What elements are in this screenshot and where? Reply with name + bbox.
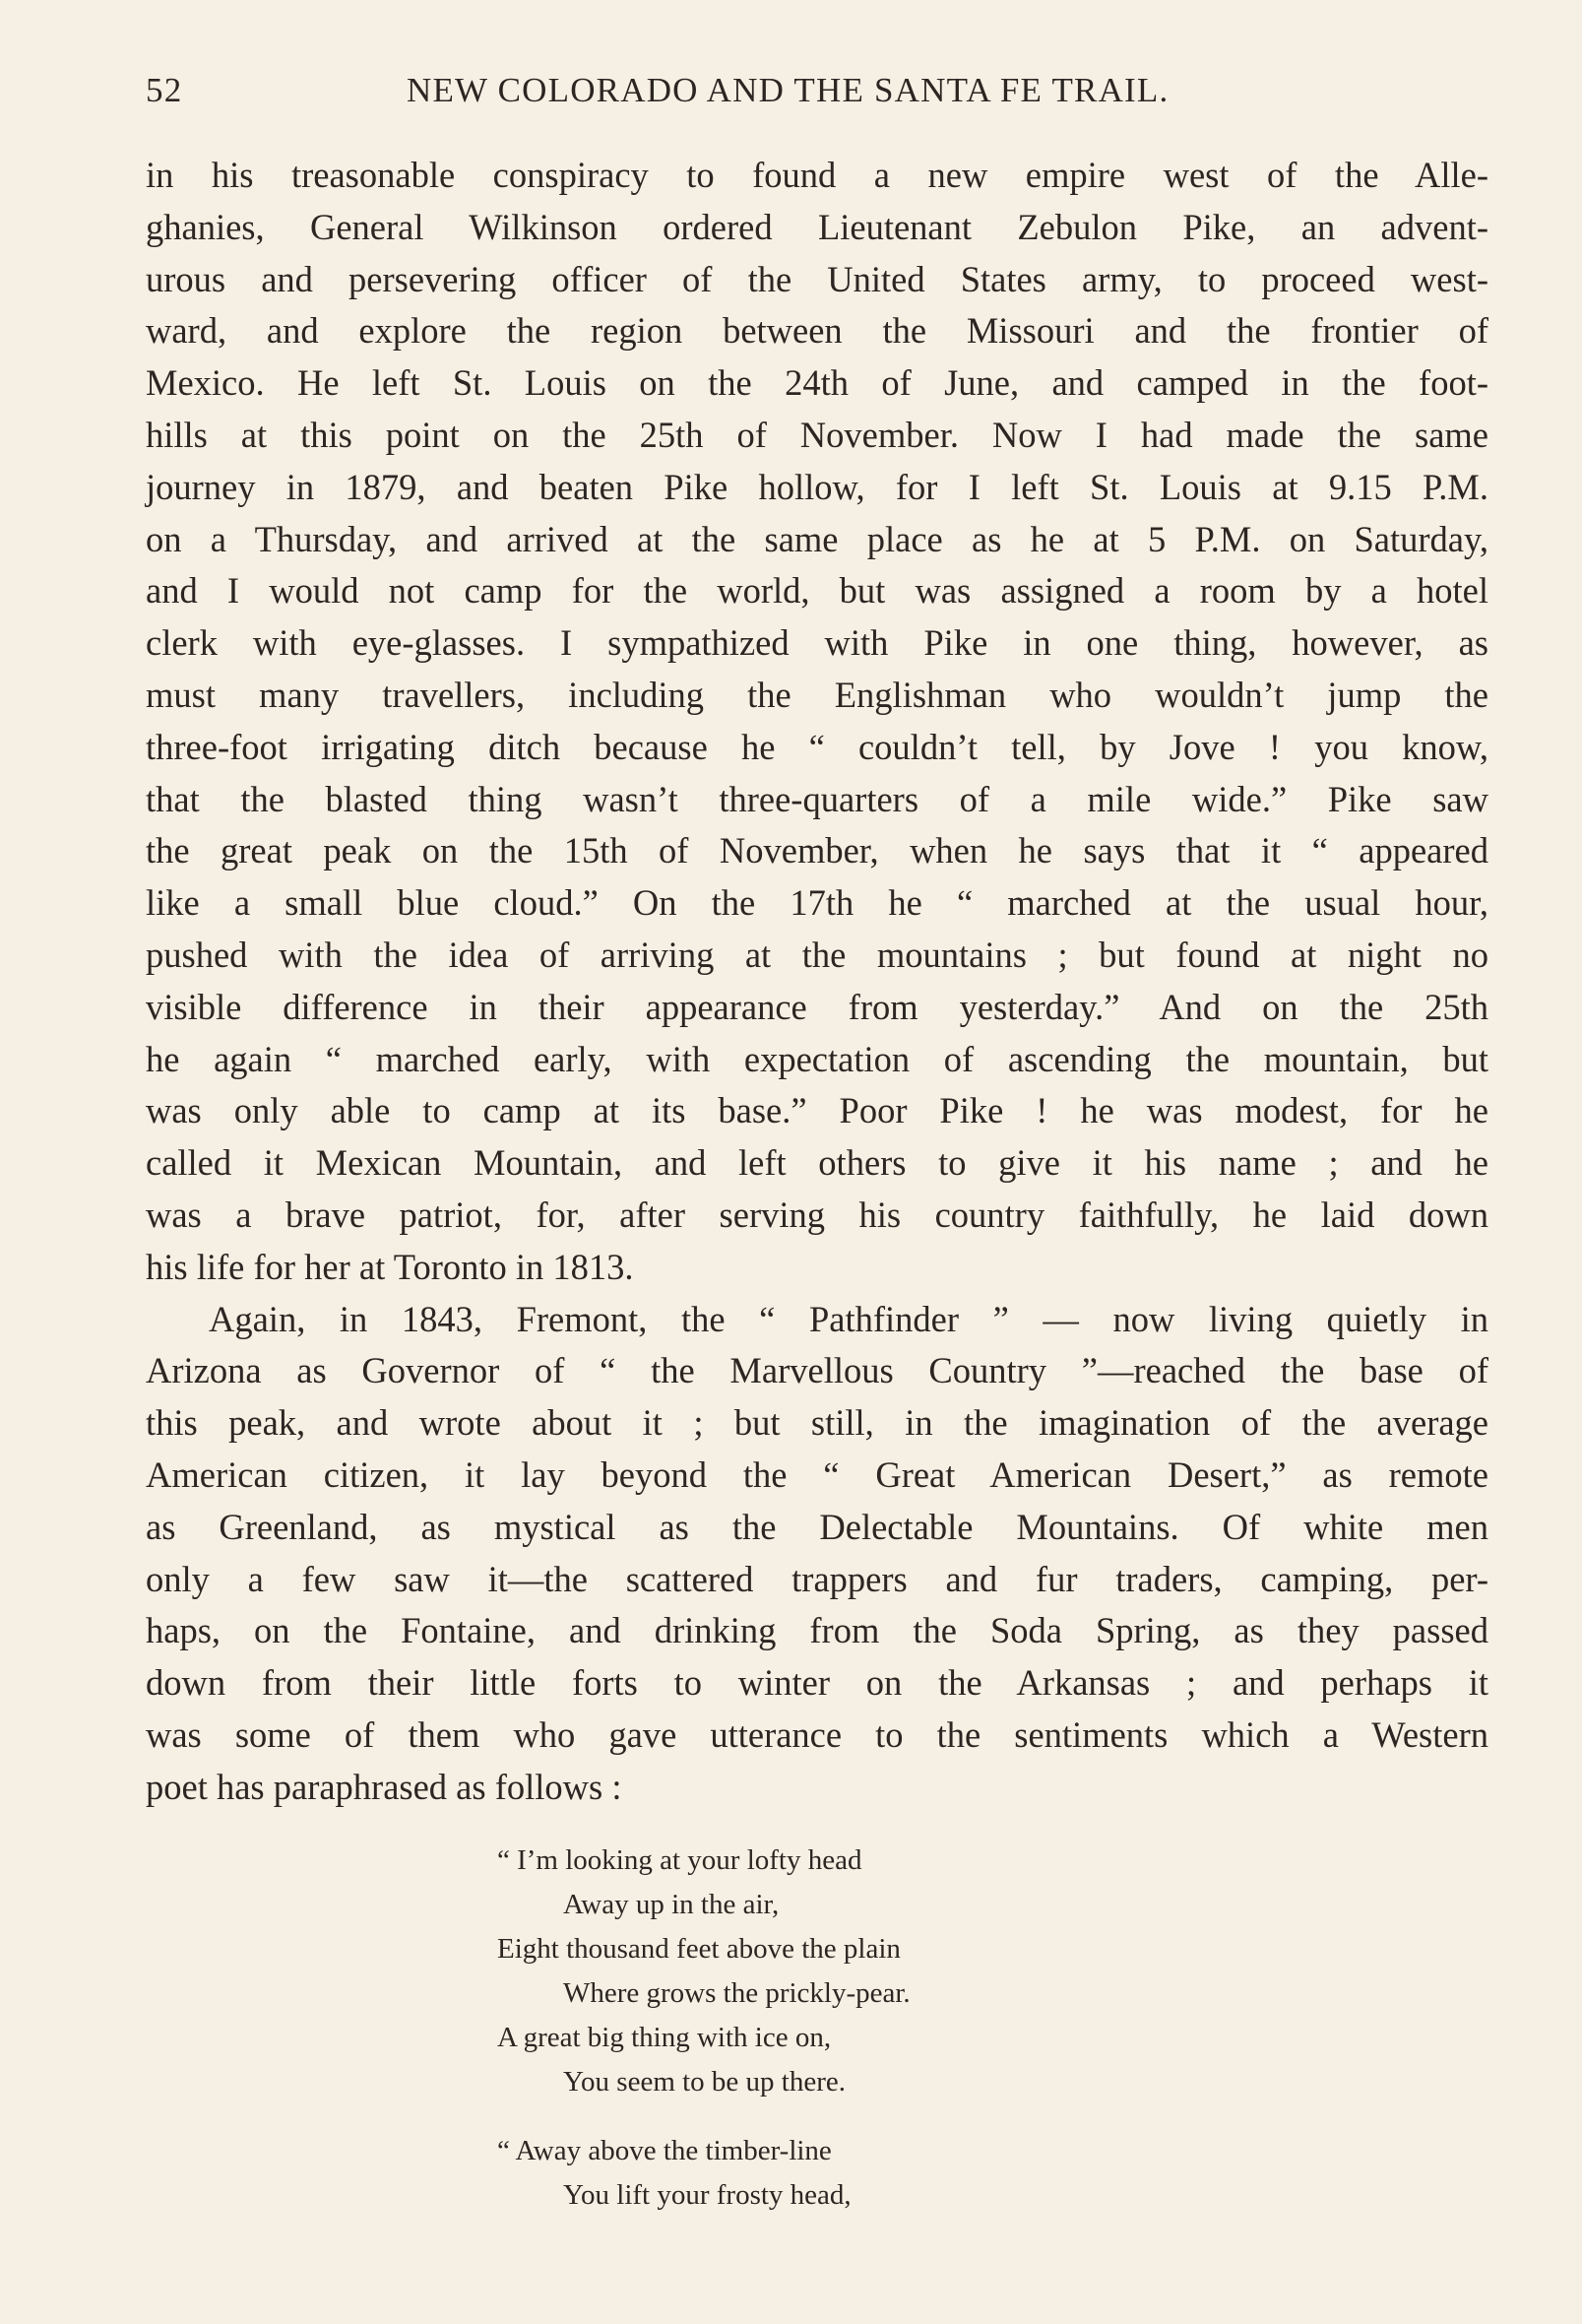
text-line: as Greenland, as mystical as the Delectable Mountains. Of white men [146,1506,1488,1547]
poem-line: “ Away above the timber-line [497,2135,832,2166]
page-number: 52 [146,71,183,109]
text-line: in his treasonable conspiracy to found a new empire west of the Alle- [146,155,1488,195]
text-line: was a brave patriot, for, after serving his country faithfully, he laid down [146,1194,1488,1235]
text-line: the great peak on the 15th of November, when he says that it “ appeared [146,830,1488,872]
text-line: poet has paraphrased as follows : [146,1766,622,1807]
running-head [146,71,1238,120]
text-line: was some of them who gave utterance to the sentiments which a Western [146,1713,1488,1755]
text-line: haps, on the Fontaine, and drinking from the Soda Spring, as they passed [146,1610,1488,1651]
running-title: NEW COLORADO AND THE SANTA FE TRAIL. [407,71,1170,109]
poem-line: A great big thing with ice on, [497,2022,832,2053]
text-line: urous and persevering officer of the United States army, to proceed west- [146,258,1488,299]
poem-line: Where grows the prickly-pear. [563,1977,911,2009]
text-line: American citizen, it lay beyond the “ Great American Desert,” as remote [146,1453,1488,1495]
text-line: like a small blue cloud.” On the 17th he “ marched at the usual hour, [146,882,1488,924]
poem-line: Away up in the air, [563,1889,780,1920]
text-line: three-foot irrigating ditch because he “ couldn’t tell, by Jove ! you know, [146,726,1488,767]
text-line: was only able to camp at its base.” Poor Pike ! he was modest, for he [146,1090,1488,1131]
poem-line: You lift your frosty head, [563,2179,852,2211]
text-line: called it Mexican Mountain, and left others to give it his name ; and he [146,1142,1488,1184]
text-line: pushed with the idea of arriving at the mountains ; but found at night no [146,934,1488,975]
text-line: down from their little forts to winter on the Arkansas ; and perhaps it [146,1662,1488,1704]
poem-line: “ I’m looking at your lofty head [497,1844,862,1876]
body-text [146,150,1488,1814]
text-line: he again “ marched early, with expectation of ascending the mountain, but [146,1038,1488,1079]
text-line: Mexico. He left St. Louis on the 24th of June, and camped in the foot- [146,362,1488,404]
stanza-gap [497,2104,1186,2129]
text-line: clerk with eye-glasses. I sympathized with Pike in one thing, however, as [146,622,1488,664]
text-line: only a few saw it—the scattered trappers and fur traders, camping, per- [146,1558,1488,1599]
text-line: ghanies, General Wilkinson ordered Lieutenant Zebulon Pike, an advent- [146,206,1488,247]
text-line: ward, and explore the region between the Missouri and the frontier of [146,310,1488,352]
text-line: his life for her at Toronto in 1813. [146,1246,634,1287]
text-line: and I would not camp for the world, but was assigned a room by a hotel [146,570,1488,612]
text-line: that the blasted thing wasn’t three-quarters of a mile wide.” Pike saw [146,778,1488,819]
poem-line: You seem to be up there. [563,2066,847,2098]
text-line: visible difference in their appearance from yesterday.” And on the 25th [146,986,1488,1027]
text-line: this peak, and wrote about it ; but still, in the imagination of the average [146,1402,1488,1444]
text-line: hills at this point on the 25th of November. Now I had made the same [146,414,1488,455]
poem-line: Eight thousand feet above the plain [497,1933,901,1965]
text-line: on a Thursday, and arrived at the same place as he at 5 P.M. on Saturday, [146,518,1488,559]
poem-block [497,1839,1186,2218]
text-line: Arizona as Governor of “ the Marvellous Country ”—reached the base of [146,1350,1488,1391]
text-line: must many travellers, including the Englishman who wouldn’t jump the [146,674,1488,715]
text-line: journey in 1879, and beaten Pike hollow, for I left St. Louis at 9.15 P.M. [146,466,1488,507]
text-line: Again, in 1843, Fremont, the “ Pathfinder ” — now living quietly in [209,1298,1488,1339]
